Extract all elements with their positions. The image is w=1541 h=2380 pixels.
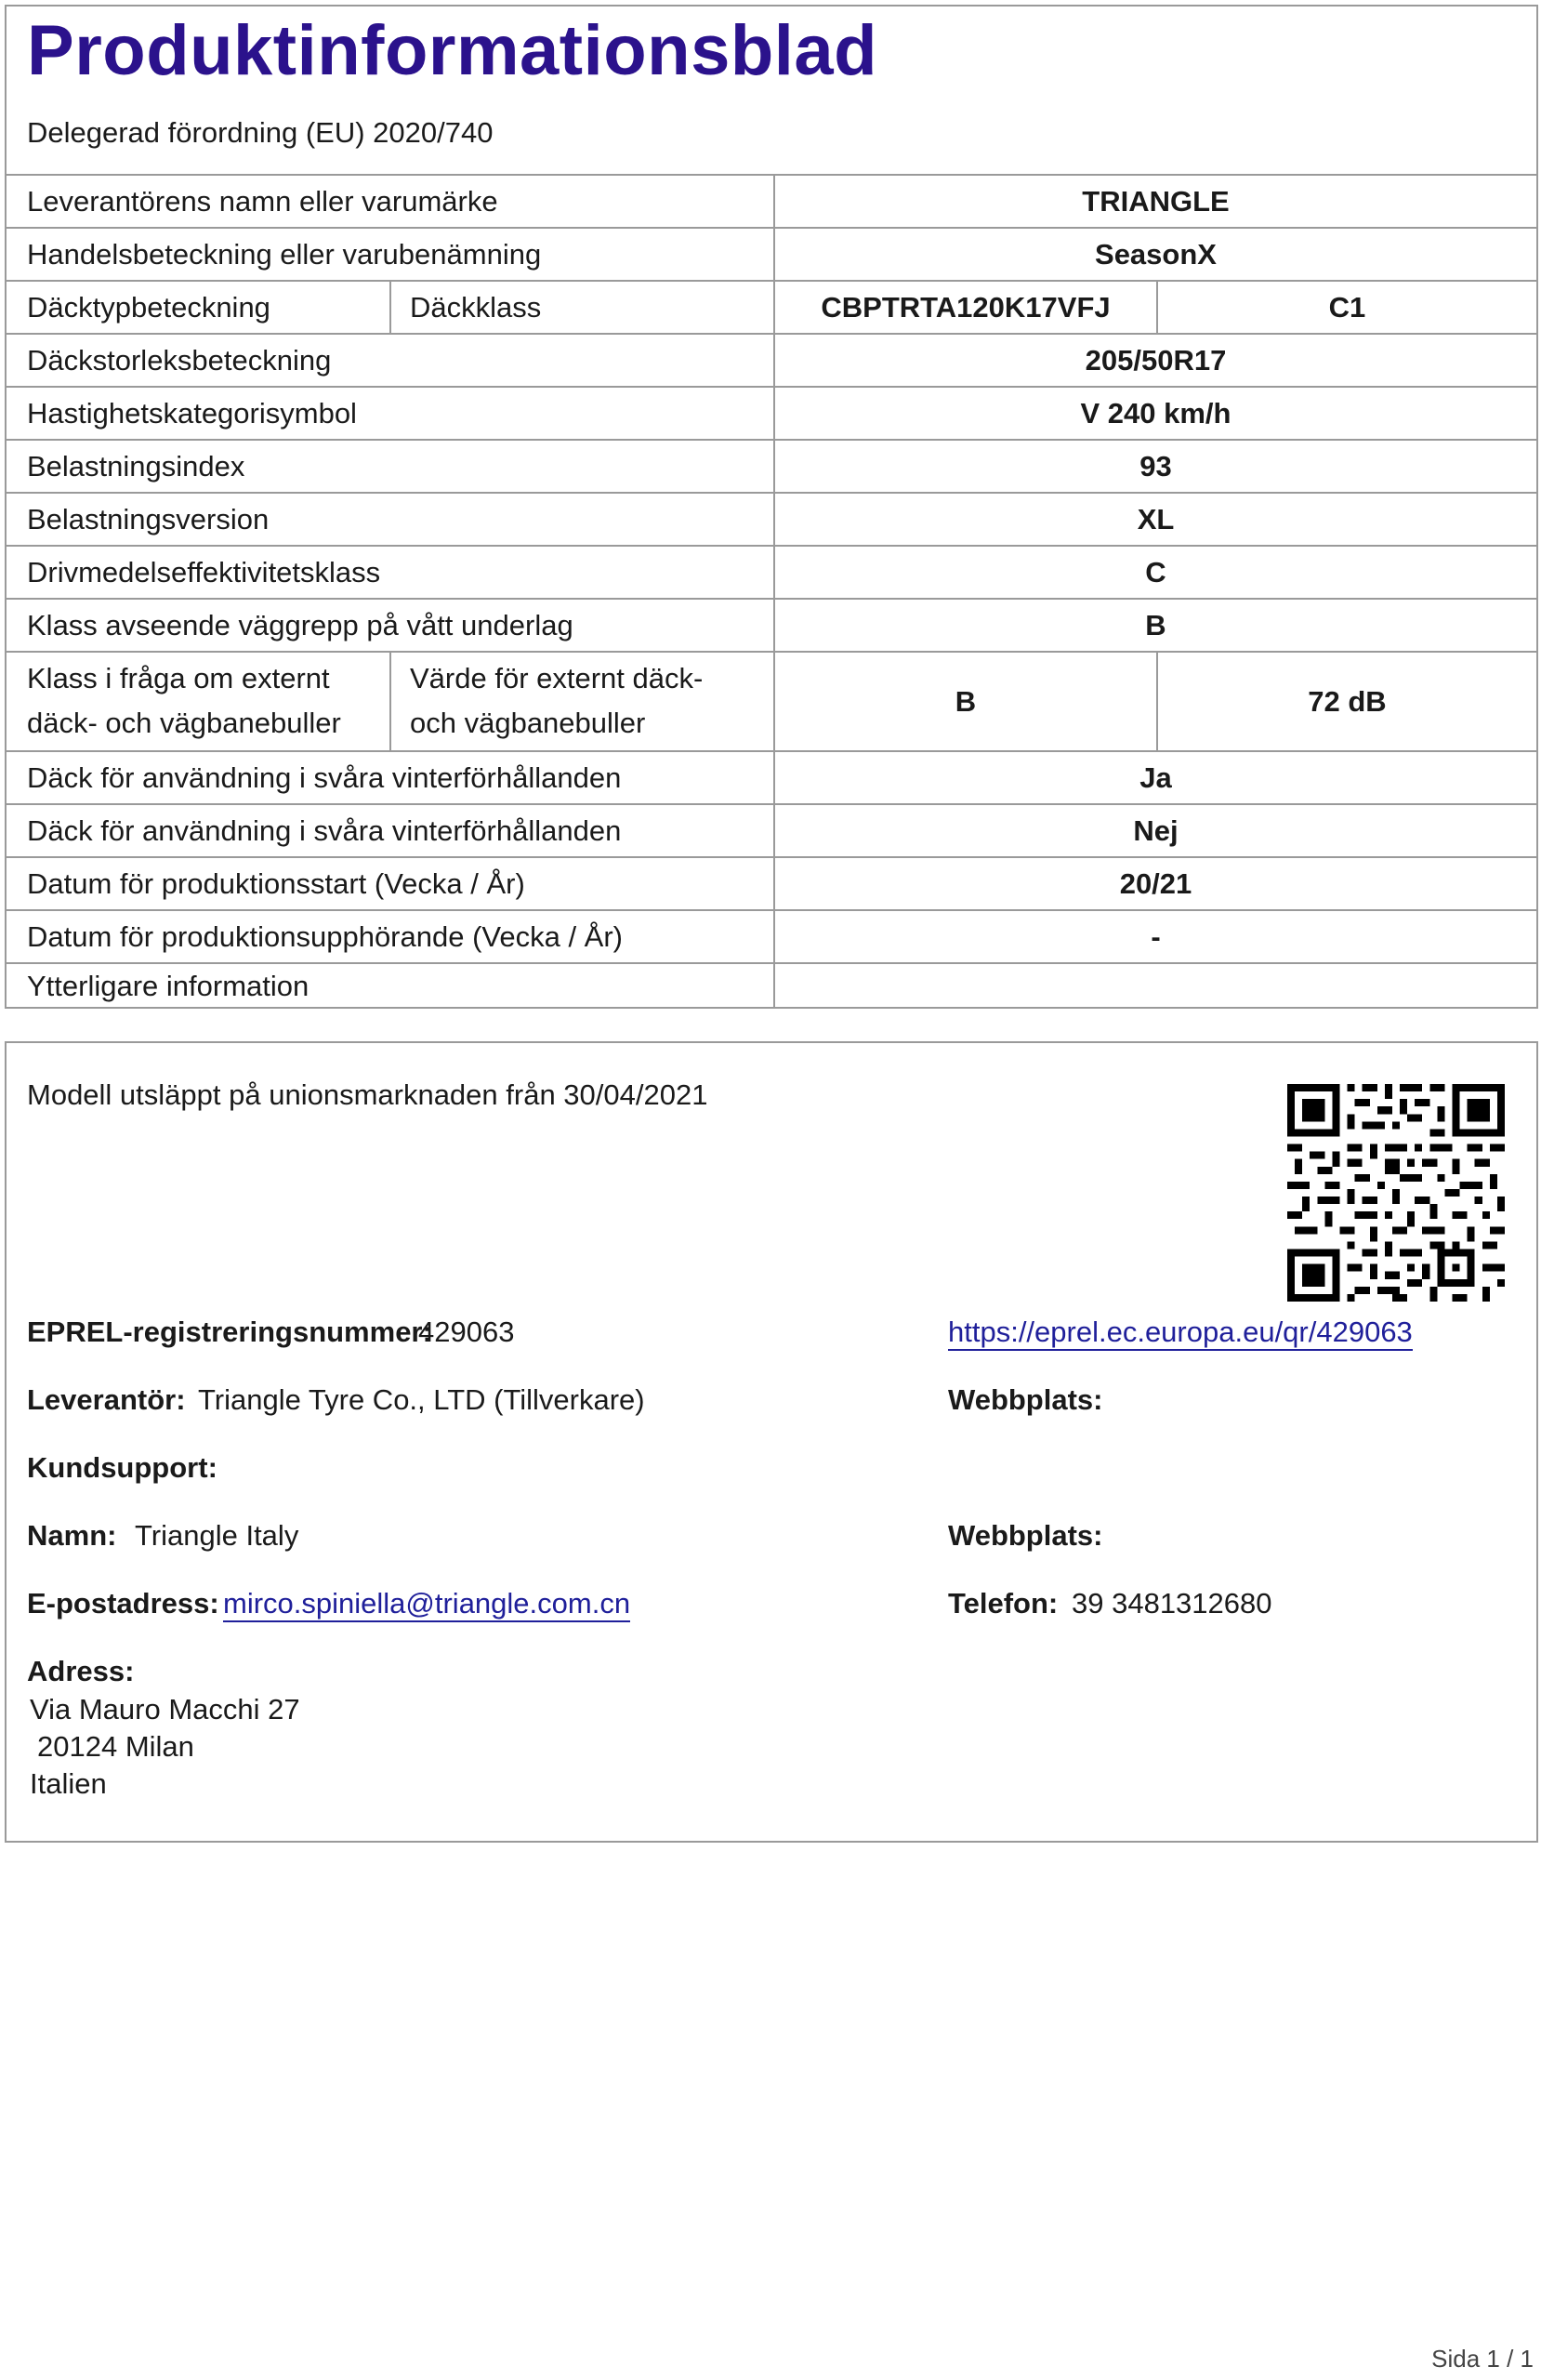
- customer-support-label: Kundsupport:: [27, 1451, 217, 1484]
- row-label: Handelsbeteckning eller varubenämning: [27, 237, 542, 271]
- website-label-2: Webbplats:: [948, 1519, 1103, 1552]
- row-label-2: Däckklass: [410, 290, 542, 324]
- row-label: Datum för produktionsstart (Vecka / År): [27, 866, 525, 900]
- row-value: TRIANGLE: [1082, 184, 1230, 218]
- table-row: [7, 227, 1536, 280]
- row-label: Däck för användning i svåra vinterförhållanden: [27, 813, 622, 847]
- row-label: Hastighetskategorisymbol: [27, 396, 357, 430]
- table-row: [7, 439, 1536, 492]
- row-label: Klass i fråga om externt däck- och vägbanebuller: [27, 662, 341, 739]
- eprel-url-link[interactable]: https://eprel.ec.europa.eu/qr/429063: [948, 1316, 1413, 1351]
- table-row: [7, 856, 1536, 909]
- table-row: [7, 545, 1536, 598]
- row-value: CBPTRTA120K17VFJ: [821, 290, 1111, 324]
- row-label: Ytterligare information: [27, 970, 310, 1002]
- table-row: [7, 492, 1536, 545]
- row-label: Belastningsindex: [27, 449, 245, 483]
- eprel-number: 429063: [418, 1316, 515, 1348]
- row-value: -: [1151, 919, 1161, 953]
- address-line: Via Mauro Macchi 27: [30, 1693, 300, 1726]
- table-row: [7, 386, 1536, 439]
- row-label: Drivmedelseffektivitetsklass: [27, 555, 381, 588]
- row-value: Nej: [1133, 813, 1179, 847]
- row-value: XL: [1137, 502, 1175, 536]
- eprel-label: EPREL-registreringsnummer:: [27, 1316, 432, 1348]
- row-value-2: C1: [1328, 290, 1366, 324]
- row-value: [775, 964, 1536, 1009]
- table-row: [7, 280, 1536, 333]
- eprel-info-box: [5, 1041, 1538, 1843]
- supplier-label: Leverantör:: [27, 1383, 186, 1416]
- page-number: Sida 1 / 1: [1431, 2345, 1534, 2373]
- table-row: [7, 750, 1536, 803]
- row-value-2: 72 dB: [1308, 684, 1387, 718]
- row-label: Leverantörens namn eller varumärke: [27, 184, 498, 218]
- row-label: Däcktypbeteckning: [27, 290, 270, 324]
- row-value: SeasonX: [1095, 237, 1217, 271]
- email-link[interactable]: mirco.spiniella@triangle.com.cn: [223, 1587, 630, 1622]
- row-value: 205/50R17: [1085, 343, 1227, 377]
- row-label: Belastningsversion: [27, 502, 270, 536]
- row-value: C: [1145, 555, 1166, 588]
- row-value: B: [1145, 608, 1166, 641]
- row-value: B: [955, 684, 977, 718]
- table-row: [7, 803, 1536, 856]
- table-row: [7, 598, 1536, 651]
- qr-code-icon[interactable]: [1287, 1084, 1505, 1302]
- row-value: Ja: [1139, 760, 1172, 794]
- phone-value: 39 3481312680: [1072, 1587, 1272, 1620]
- table-row: [7, 174, 1536, 227]
- row-value: V 240 km/h: [1080, 396, 1231, 430]
- supplier-value: Triangle Tyre Co., LTD (Tillverkare): [198, 1383, 645, 1416]
- table-row: [7, 333, 1536, 386]
- row-value: 93: [1139, 449, 1172, 483]
- row-value: 20/21: [1119, 866, 1192, 900]
- address-line: Italien: [30, 1767, 107, 1800]
- row-label: Datum för produktionsupphörande (Vecka / År): [27, 919, 624, 953]
- name-label: Namn:: [27, 1519, 117, 1552]
- website-label: Webbplats:: [948, 1383, 1103, 1416]
- row-label: Däckstorleksbeteckning: [27, 343, 332, 377]
- address-label: Adress:: [27, 1655, 135, 1687]
- row-label: Däck för användning i svåra vinterförhållanden: [27, 760, 622, 794]
- table-row: [7, 909, 1536, 962]
- row-label-2: Värde för externt däck- och vägbanebuller: [410, 662, 704, 739]
- page-title: Produktinformationsblad: [27, 11, 878, 90]
- email-label: E-postadress:: [27, 1587, 219, 1620]
- model-release-text: Modell utsläppt på unionsmarknaden från 30/04/2021: [27, 1078, 708, 1111]
- phone-label: Telefon:: [948, 1587, 1059, 1620]
- name-value: Triangle Italy: [135, 1519, 299, 1552]
- page-subtitle: Delegerad förordning (EU) 2020/740: [27, 116, 494, 149]
- row-label: Klass avseende väggrepp på vått underlag: [27, 608, 573, 641]
- address-line: 20124 Milan: [37, 1730, 194, 1763]
- table-row: [7, 651, 1536, 750]
- product-info-sheet: [5, 5, 1538, 1009]
- table-row: [7, 962, 1536, 1009]
